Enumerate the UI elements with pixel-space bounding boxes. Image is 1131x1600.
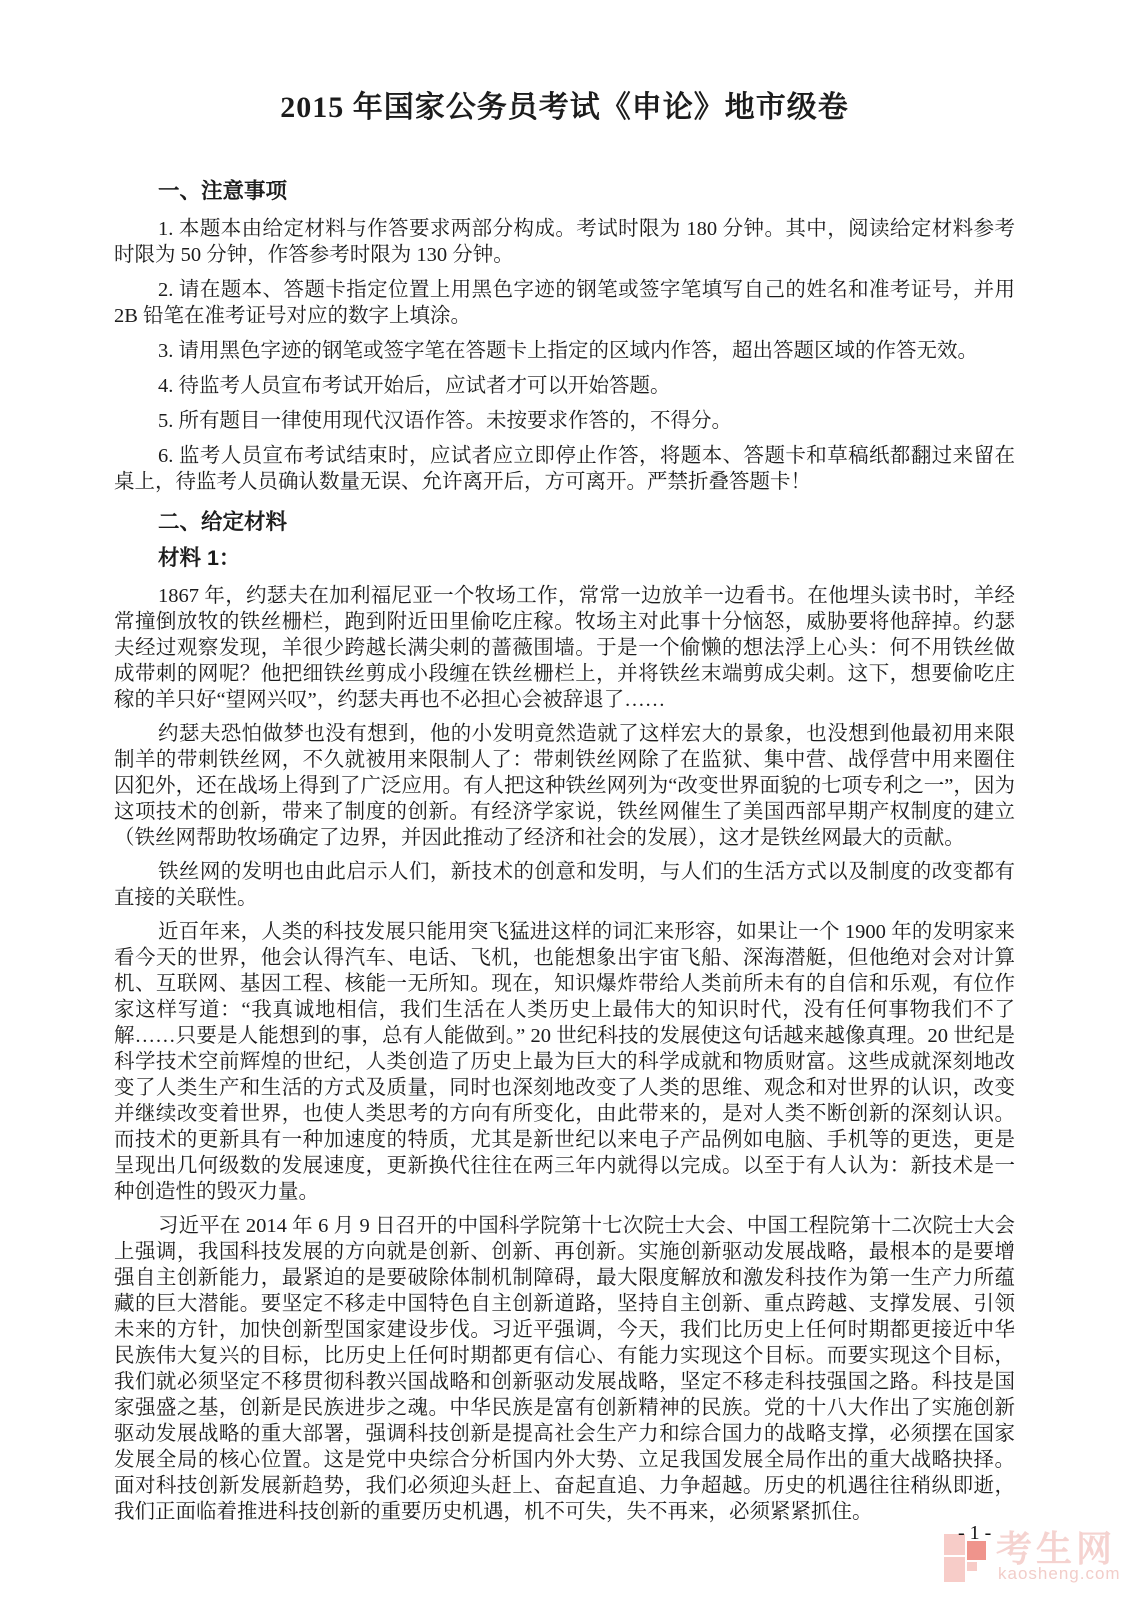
page-title: 2015 年国家公务员考试《申论》地市级卷: [280, 91, 849, 124]
watermark-site-domain: kaosheng.com: [998, 1564, 1121, 1583]
notice-item-2: 2. 请在题本、答题卡指定位置上用黑色字迹的钢笔或签字笔填写自己的姓名和准考证号，并用 2B 铅笔在准考证号对应的数字上填涂。: [114, 279, 1015, 327]
material-section-heading: 二、给定材料: [158, 510, 288, 534]
watermark-site-name: 考生网: [996, 1528, 1117, 1569]
notice-item-1: 1. 本题本由给定材料与作答要求两部分构成。考试时限为 180 分钟。其中，阅读给定材料参考时限为 50 分钟，作答参考时限为 130 分钟。: [114, 218, 1015, 266]
notice-section-heading: 一、注意事项: [158, 179, 288, 203]
notice-item-6: 6. 监考人员宣布考试结束时，应试者应立即停止作答，将题本、答题卡和草稿纸都翻过来留在桌上，待监考人员确认数量无误、允许离开后，方可离开。严禁折叠答题卡！: [114, 445, 1015, 493]
material-paragraph-4: 近百年来，人类的科技发展只能用突飞猛进这样的词汇来形容，如果让一个 1900 年的发明家来看今天的世界，他会认得汽车、电话、飞机，也能想象出宇宙飞船、深海潜艇，但他绝对会对计算机、互联网、基因工程、核能一无所知。现在，知识爆炸带给人类前所未有的自信和乐观，有位作家这样写道：“我真诚地相信，我们生活在人类历史上最伟大的知识时代，没有任何事物我们不了解……只要是人能想到的事，总有人能做到。” 20 世纪科技的发展使这句话越来越像真理。20 世纪是科学技术空前辉煌的世纪，人类创造了历史上最为巨大的科学成就和物质财富。这些成就深刻地改变了人类生产和生活的方式及质量，同时也深刻地改变了人类的思维、观念和对世界的认识，改变并继续改变着世界，也使人类思考的方向有所变化，由此带来的，是对人类不断创新的深刻认识。而技术的更新具有一种加速度的特质，尤其是新世纪以来电子产品例如电脑、手机等的更迭，更是呈现出几何级数的发展速度，更新换代往往在两三年内就得以完成。以至于有人认为：新技术是一种创造性的毁灭力量。: [114, 921, 1015, 1203]
material-1-label: 材料 1：: [158, 546, 241, 570]
notice-item-3: 3. 请用黑色字迹的钢笔或签字笔在答题卡上指定的区域内作答，超出答题区域的作答无效。: [158, 340, 978, 362]
notice-item-5: 5. 所有题目一律使用现代汉语作答。未按要求作答的，不得分。: [158, 410, 732, 432]
page-number: - 1 -: [958, 1522, 992, 1544]
document-content: [114, 0, 1015, 1525]
logo-block-bottom-left: [944, 1557, 965, 1582]
material-paragraph-3: 铁丝网的发明也由此启示人们，新技术的创意和发明，与人们的生活方式以及制度的改变都有直接的关联性。: [114, 861, 1015, 909]
notice-item-4: 4. 待监考人员宣布考试开始后，应试者才可以开始答题。: [158, 375, 671, 397]
material-paragraph-1: 1867 年，约瑟夫在加利福尼亚一个牧场工作，常常一边放羊一边看书。在他埋头读书时，羊经常撞倒放牧的铁丝栅栏，跑到附近田里偷吃庄稼。牧场主对此事十分恼怒，威胁要将他辞掉。约瑟夫经过观察发现，羊很少跨越长满尖刺的蔷薇围墙。于是一个偷懒的想法浮上心头：何不用铁丝做成带刺的网呢？他把细铁丝剪成小段缠在铁丝栅栏上，并将铁丝末端剪成尖刺。这下，想要偷吃庄稼的羊只好“望网兴叹”，约瑟夫再也不必担心会被辞退了……: [114, 585, 1015, 711]
logo-block-small: [967, 1562, 977, 1571]
material-paragraph-2: 约瑟夫恐怕做梦也没有想到，他的小发明竟然造就了这样宏大的景象，也没想到他最初用来限制羊的带刺铁丝网，不久就被用来限制人了：带刺铁丝网除了在监狱、集中营、战俘营中用来圈住囚犯外，还在战场上得到了广泛应用。有人把这种铁丝网列为“改变世界面貌的七项专利之一”，因为这项技术的创新，带来了制度的创新。有经济学家说，铁丝网催生了美国西部早期产权制度的建立（铁丝网帮助牧场确定了边界，并因此推动了经济和社会的发展），这才是铁丝网最大的贡献。: [114, 723, 1015, 849]
material-paragraph-5: 习近平在 2014 年 6 月 9 日召开的中国科学院第十七次院士大会、中国工程院第十二次院士大会上强调，我国科技发展的方向就是创新、创新、再创新。实施创新驱动发展战略，最根本的是要增强自主创新能力，最紧迫的是要破除体制机制障碍，最大限度解放和激发科技作为第一生产力所蕴藏的巨大潜能。要坚定不移走中国特色自主创新道路，坚持自主创新、重点跨越、支撑发展、引领未来的方针，加快创新型国家建设步伐。习近平强调，今天，我们比历史上任何时期都更接近中华民族伟大复兴的目标，比历史上任何时期都更有信心、有能力实现这个目标。而要实现这个目标，我们就必须坚定不移贯彻科教兴国战略和创新驱动发展战略，坚定不移走科技强国之路。科技是国家强盛之基，创新是民族进步之魂。中华民族是富有创新精神的民族。党的十八大作出了实施创新驱动发展战略的重大部署，强调科技创新是提高社会生产力和综合国力的战略支撑，必须摆在国家发展全局的核心位置。这是党中央综合分析国内外大势、立足我国发展全局作出的重大战略抉择。面对科技创新发展新趋势，我们必须迎头赶上、奋起直追、力争超越。历史的机遇往往稍纵即逝，我们正面临着推进科技创新的重要历史机遇，机不可失，失不再来，必须紧紧抓住。: [114, 1215, 1015, 1523]
